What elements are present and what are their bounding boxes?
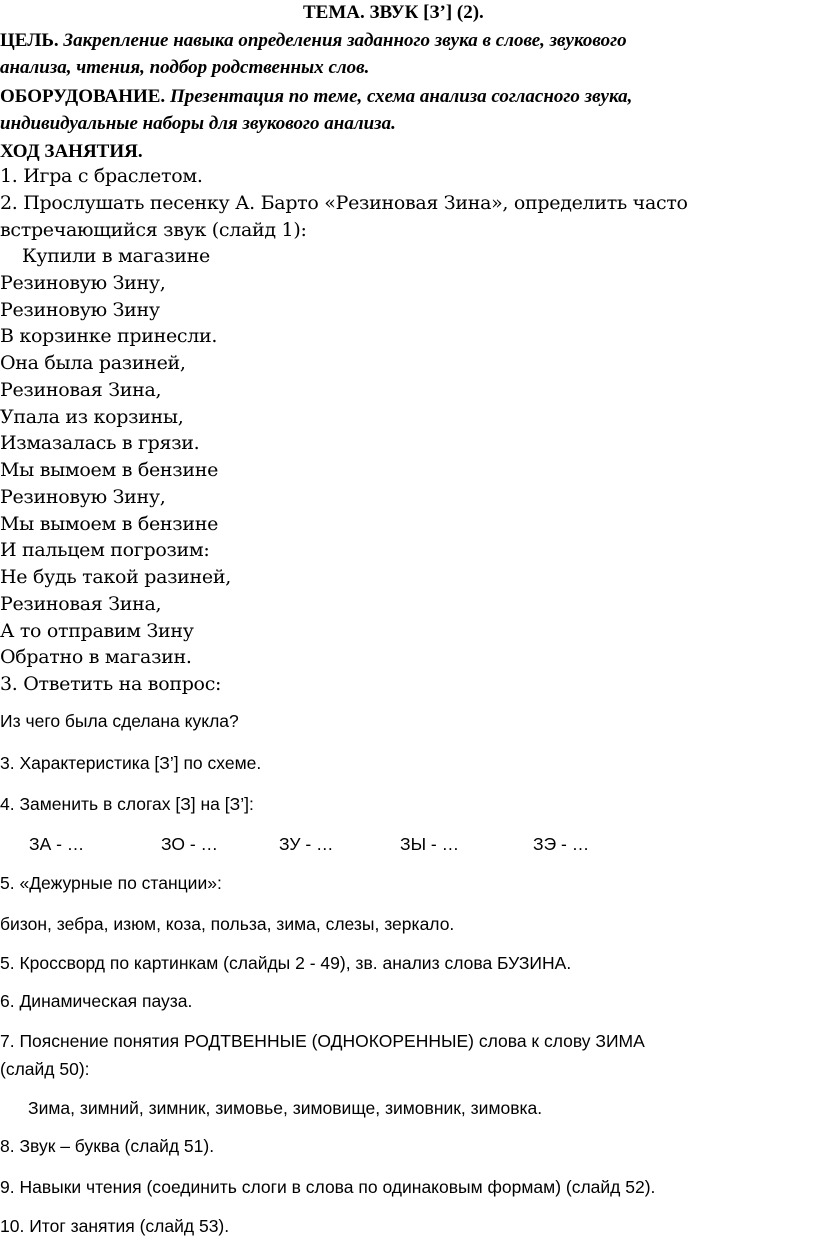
step-2-line-1: 2. Прослушать песенку А. Барто «Резиновая Зина», определить часто (0, 192, 688, 214)
step-7-line-1: 7. Пояснение понятия РОДТВЕННЫЕ (ОДНОКОРЕННЫЕ) слова к слову ЗИМА (0, 1031, 645, 1051)
step-6: 6. Динамическая пауза. (0, 991, 193, 1011)
step-7-line-2: (слайд 50): (0, 1059, 90, 1079)
course-heading: ХОД ЗАНЯТИЯ. (0, 141, 143, 162)
poem-line: Она была разиней, (0, 352, 186, 374)
step-2-line-2: встречающийся звук (слайд 1): (0, 219, 307, 241)
poem-line: А то отправим Зину (0, 620, 194, 642)
equipment-text-2: индивидуальные наборы для звукового анализа. (0, 113, 396, 134)
goal-line-1 (0, 30, 627, 52)
poem-line: И пальцем погрозим: (0, 539, 210, 561)
step-3-question: 3. Ответить на вопрос: (0, 673, 222, 695)
poem-line: Обратно в магазин. (0, 646, 192, 668)
poem-line: Упала из корзины, (0, 406, 184, 428)
poem-line: В корзинке принесли. (0, 325, 218, 347)
goal-text-1: Закрепление навыка определения заданного звука в слове, звукового (63, 30, 627, 51)
syllable-item: ЗЭ - … (533, 834, 590, 854)
goal-line-2 (0, 57, 369, 79)
poem-line: Резиновая Зина, (0, 593, 162, 615)
step-1: 1. Игра с браслетом. (0, 165, 203, 187)
equipment-line-1 (0, 86, 632, 108)
syllable-item: ЗО - … (161, 834, 219, 854)
equipment-text-1: Презентация по теме, схема анализа согласного звука, (169, 86, 633, 107)
goal-label: ЦЕЛЬ. (0, 30, 64, 51)
lesson-title: ТЕМА. ЗВУК [З’] (2). (303, 2, 484, 23)
duty-words: бизон, зебра, изюм, коза, польза, зима, слезы, зеркало. (0, 914, 455, 934)
poem-line: Мы вымоем в бензине (0, 459, 219, 481)
poem-line: Купили в магазине (22, 245, 210, 267)
step-5-duty: 5. «Дежурные по станции»: (0, 873, 222, 893)
poem-line: Резиновую Зину, (0, 272, 166, 294)
poem-line: Резиновую Зину, (0, 486, 166, 508)
poem-line: Измазалась в грязи. (0, 432, 200, 454)
poem-line: Резиновую Зину (0, 299, 160, 321)
syllable-item: ЗУ - … (279, 834, 334, 854)
step-9: 9. Навыки чтения (соединить слоги в слова по одинаковым формам) (слайд 52). (0, 1177, 656, 1197)
related-words: Зима, зимний, зимник, зимовье, зимовище, зимовник, зимовка. (28, 1098, 543, 1118)
goal-text-2: анализа, чтения, подбор родственных слов. (0, 57, 370, 78)
syllable-item: ЗА - … (29, 834, 85, 854)
syllable-item: ЗЫ - … (400, 834, 460, 854)
syllables-row (0, 834, 816, 858)
equipment-line-2 (0, 113, 396, 135)
step-4: 4. Заменить в слогах [З] на [З’]: (0, 794, 254, 814)
step-10: 10. Итог занятия (слайд 53). (0, 1216, 230, 1236)
step-5-crossword: 5. Кроссворд по картинкам (слайды 2 - 49), зв. анализ слова БУЗИНА. (0, 953, 572, 973)
step-8: 8. Звук – буква (слайд 51). (0, 1136, 215, 1156)
step-3-characteristic: 3. Характеристика [З’] по схеме. (0, 753, 262, 773)
poem-line: Мы вымоем в бензине (0, 513, 219, 535)
equipment-label: ОБОРУДОВАНИЕ. (0, 86, 170, 107)
poem-line: Не будь такой разиней, (0, 566, 231, 588)
question-text: Из чего была сделана кукла? (0, 711, 239, 731)
poem-line: Резиновая Зина, (0, 379, 162, 401)
